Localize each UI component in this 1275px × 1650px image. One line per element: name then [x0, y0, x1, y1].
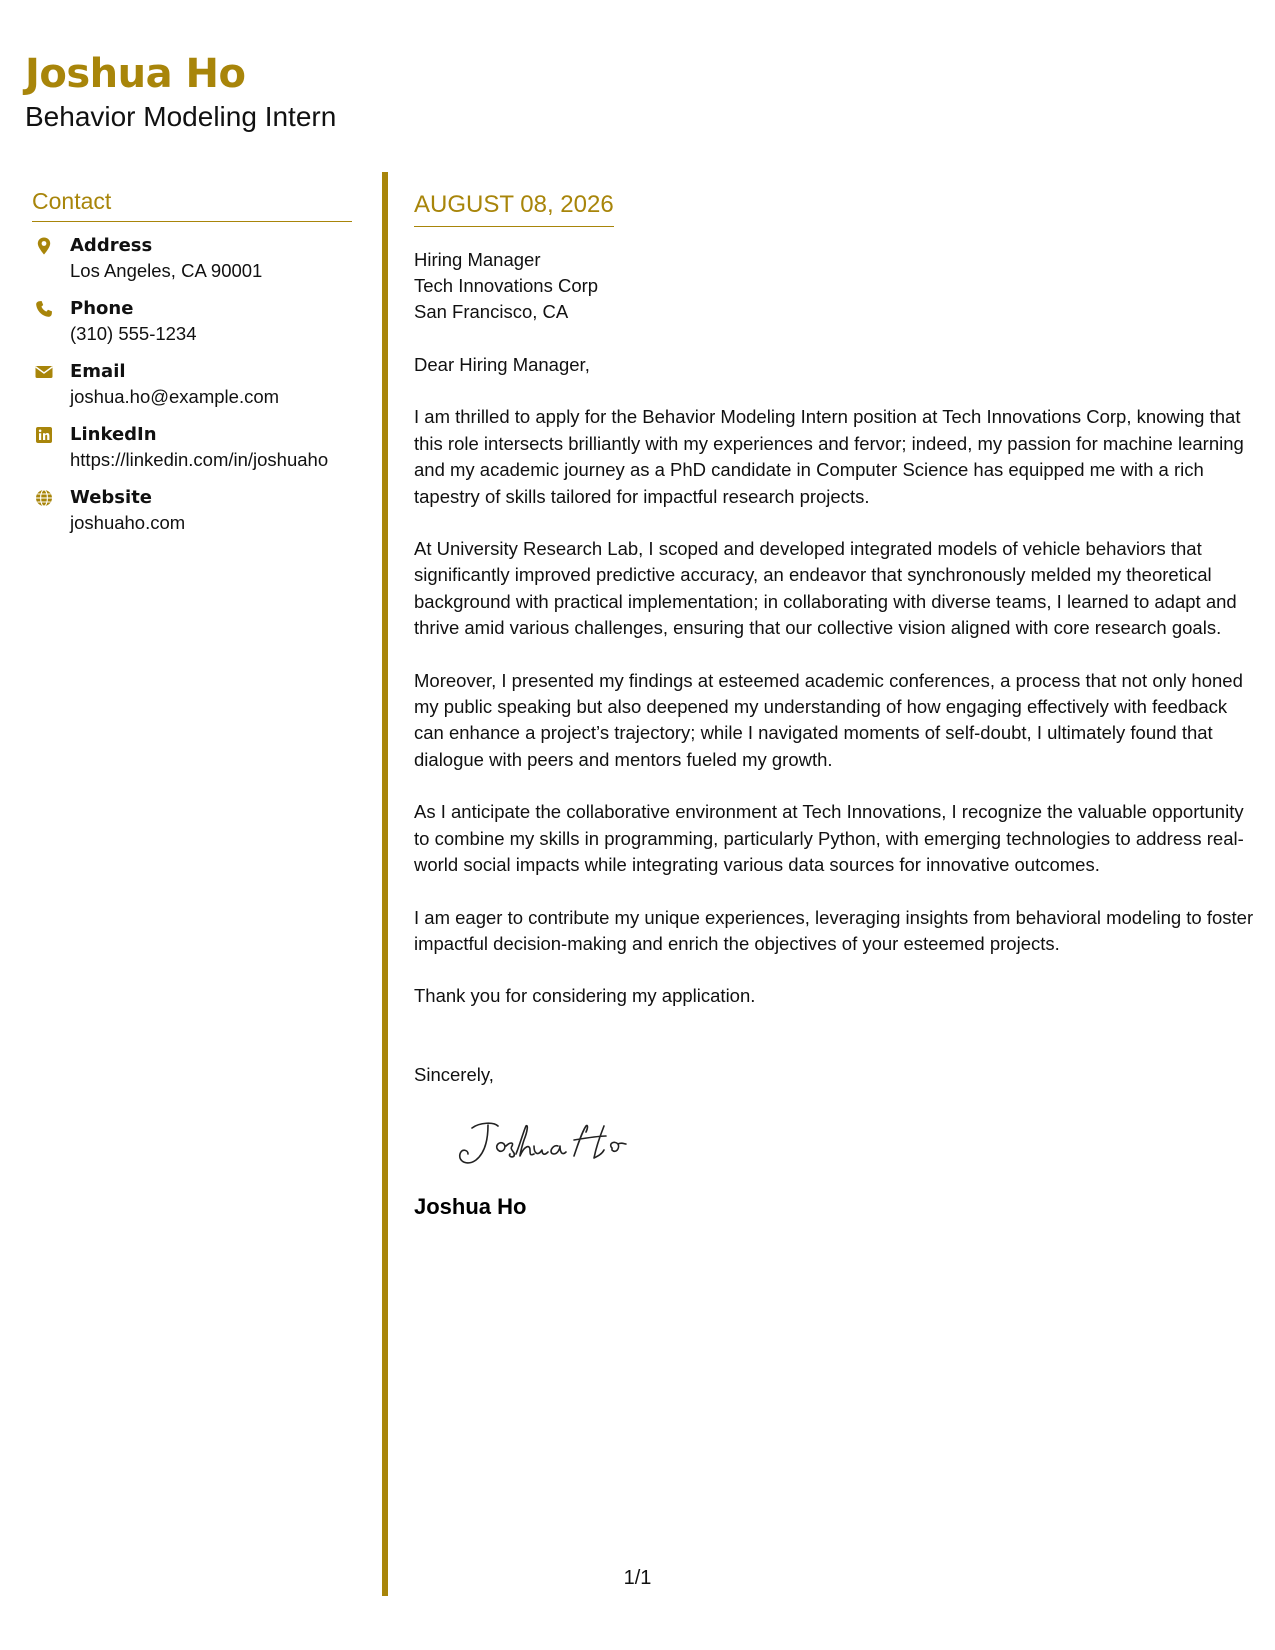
paragraph: I am eager to contribute my unique experiences, leveraging insights from behavioral modeling to foster impactful decision-making and enrich the objectives of your esteemed projects. [414, 906, 1254, 954]
applicant-name: Joshua Ho [25, 51, 246, 97]
closing: Sincerely, [414, 1063, 494, 1085]
paragraph: I am thrilled to apply for the Behavior Modeling Intern position at Tech Innovations Corp, knowing that this role intersects brilliantly with my experiences and fervor; indeed, my passion for machine learning and my academic journey as a PhD candidate in Computer Science has equipped me with a rich tapestry of skills tailored for impactful research projects. [414, 406, 1244, 507]
envelope-icon [34, 362, 54, 382]
contact-item-website [32, 486, 352, 549]
linkedin-icon [34, 425, 54, 445]
contact-item-address [32, 234, 352, 297]
paragraph: At University Research Lab, I scoped and developed integrated models of vehicle behaviors that significantly improved predictive accuracy, an endeavor that synchronously melded my theoretical background with practical implementation; in collaborating with diverse teams, I learned to adapt and thrive amid various challenges, ensuring that our collective vision aligned with core research goals. [414, 538, 1237, 639]
contact-item-phone [32, 297, 352, 360]
recipient-line: Hiring Manager [414, 249, 541, 270]
recipient-line: Tech Innovations Corp [414, 275, 599, 296]
recipient-block [414, 247, 1254, 325]
contact-label: Phone [70, 298, 134, 319]
phone-icon [34, 299, 54, 319]
contact-item-linkedin [32, 423, 352, 486]
handwritten-signature [454, 1114, 644, 1174]
letter-body [414, 190, 1254, 1220]
contact-value[interactable]: joshuaho.com [70, 512, 186, 533]
contact-sidebar [32, 188, 352, 549]
contact-value: (310) 555-1234 [70, 323, 197, 344]
contact-label: LinkedIn [70, 424, 157, 445]
contact-value[interactable]: joshua.ho@example.com [70, 386, 280, 407]
contact-label: Email [70, 361, 126, 382]
signer-name: Joshua Ho [414, 1193, 527, 1219]
contact-list [32, 234, 352, 549]
letter-date: AUGUST 08, 2026 [414, 190, 614, 227]
paragraph: Moreover, I presented my findings at esteemed academic conferences, a process that not only honed my public speaking but also deepened my understanding of how engaging effectively with feedback can enhance a project’s trajectory; while I navigated moments of self-doubt, I ultimately found that dialogue with peers and mentors fueled my growth. [414, 669, 1243, 770]
contact-value[interactable]: https://linkedin.com/in/joshuaho [70, 449, 329, 470]
contact-value: Los Angeles, CA 90001 [70, 260, 263, 281]
page-number: 1/1 [623, 1567, 652, 1589]
contact-label: Website [70, 487, 153, 508]
recipient-line: San Francisco, CA [414, 301, 569, 322]
salutation: Dear Hiring Manager, [414, 354, 590, 375]
header [25, 50, 336, 134]
job-title: Behavior Modeling Intern [25, 101, 337, 132]
paragraph: As I anticipate the collaborative environment at Tech Innovations, I recognize the valuable opportunity to combine my skills in programming, particularly Python, with emerging technologies to address real-world social impacts while integrating various data sources for innovative outcomes. [414, 801, 1244, 876]
contact-label: Address [70, 235, 153, 256]
contact-item-email [32, 360, 352, 423]
vertical-divider [382, 172, 388, 1596]
contact-heading: Contact [32, 188, 352, 222]
paragraph: Thank you for considering my application. [414, 985, 756, 1007]
globe-icon [34, 488, 54, 508]
map-pin-icon [34, 236, 54, 256]
